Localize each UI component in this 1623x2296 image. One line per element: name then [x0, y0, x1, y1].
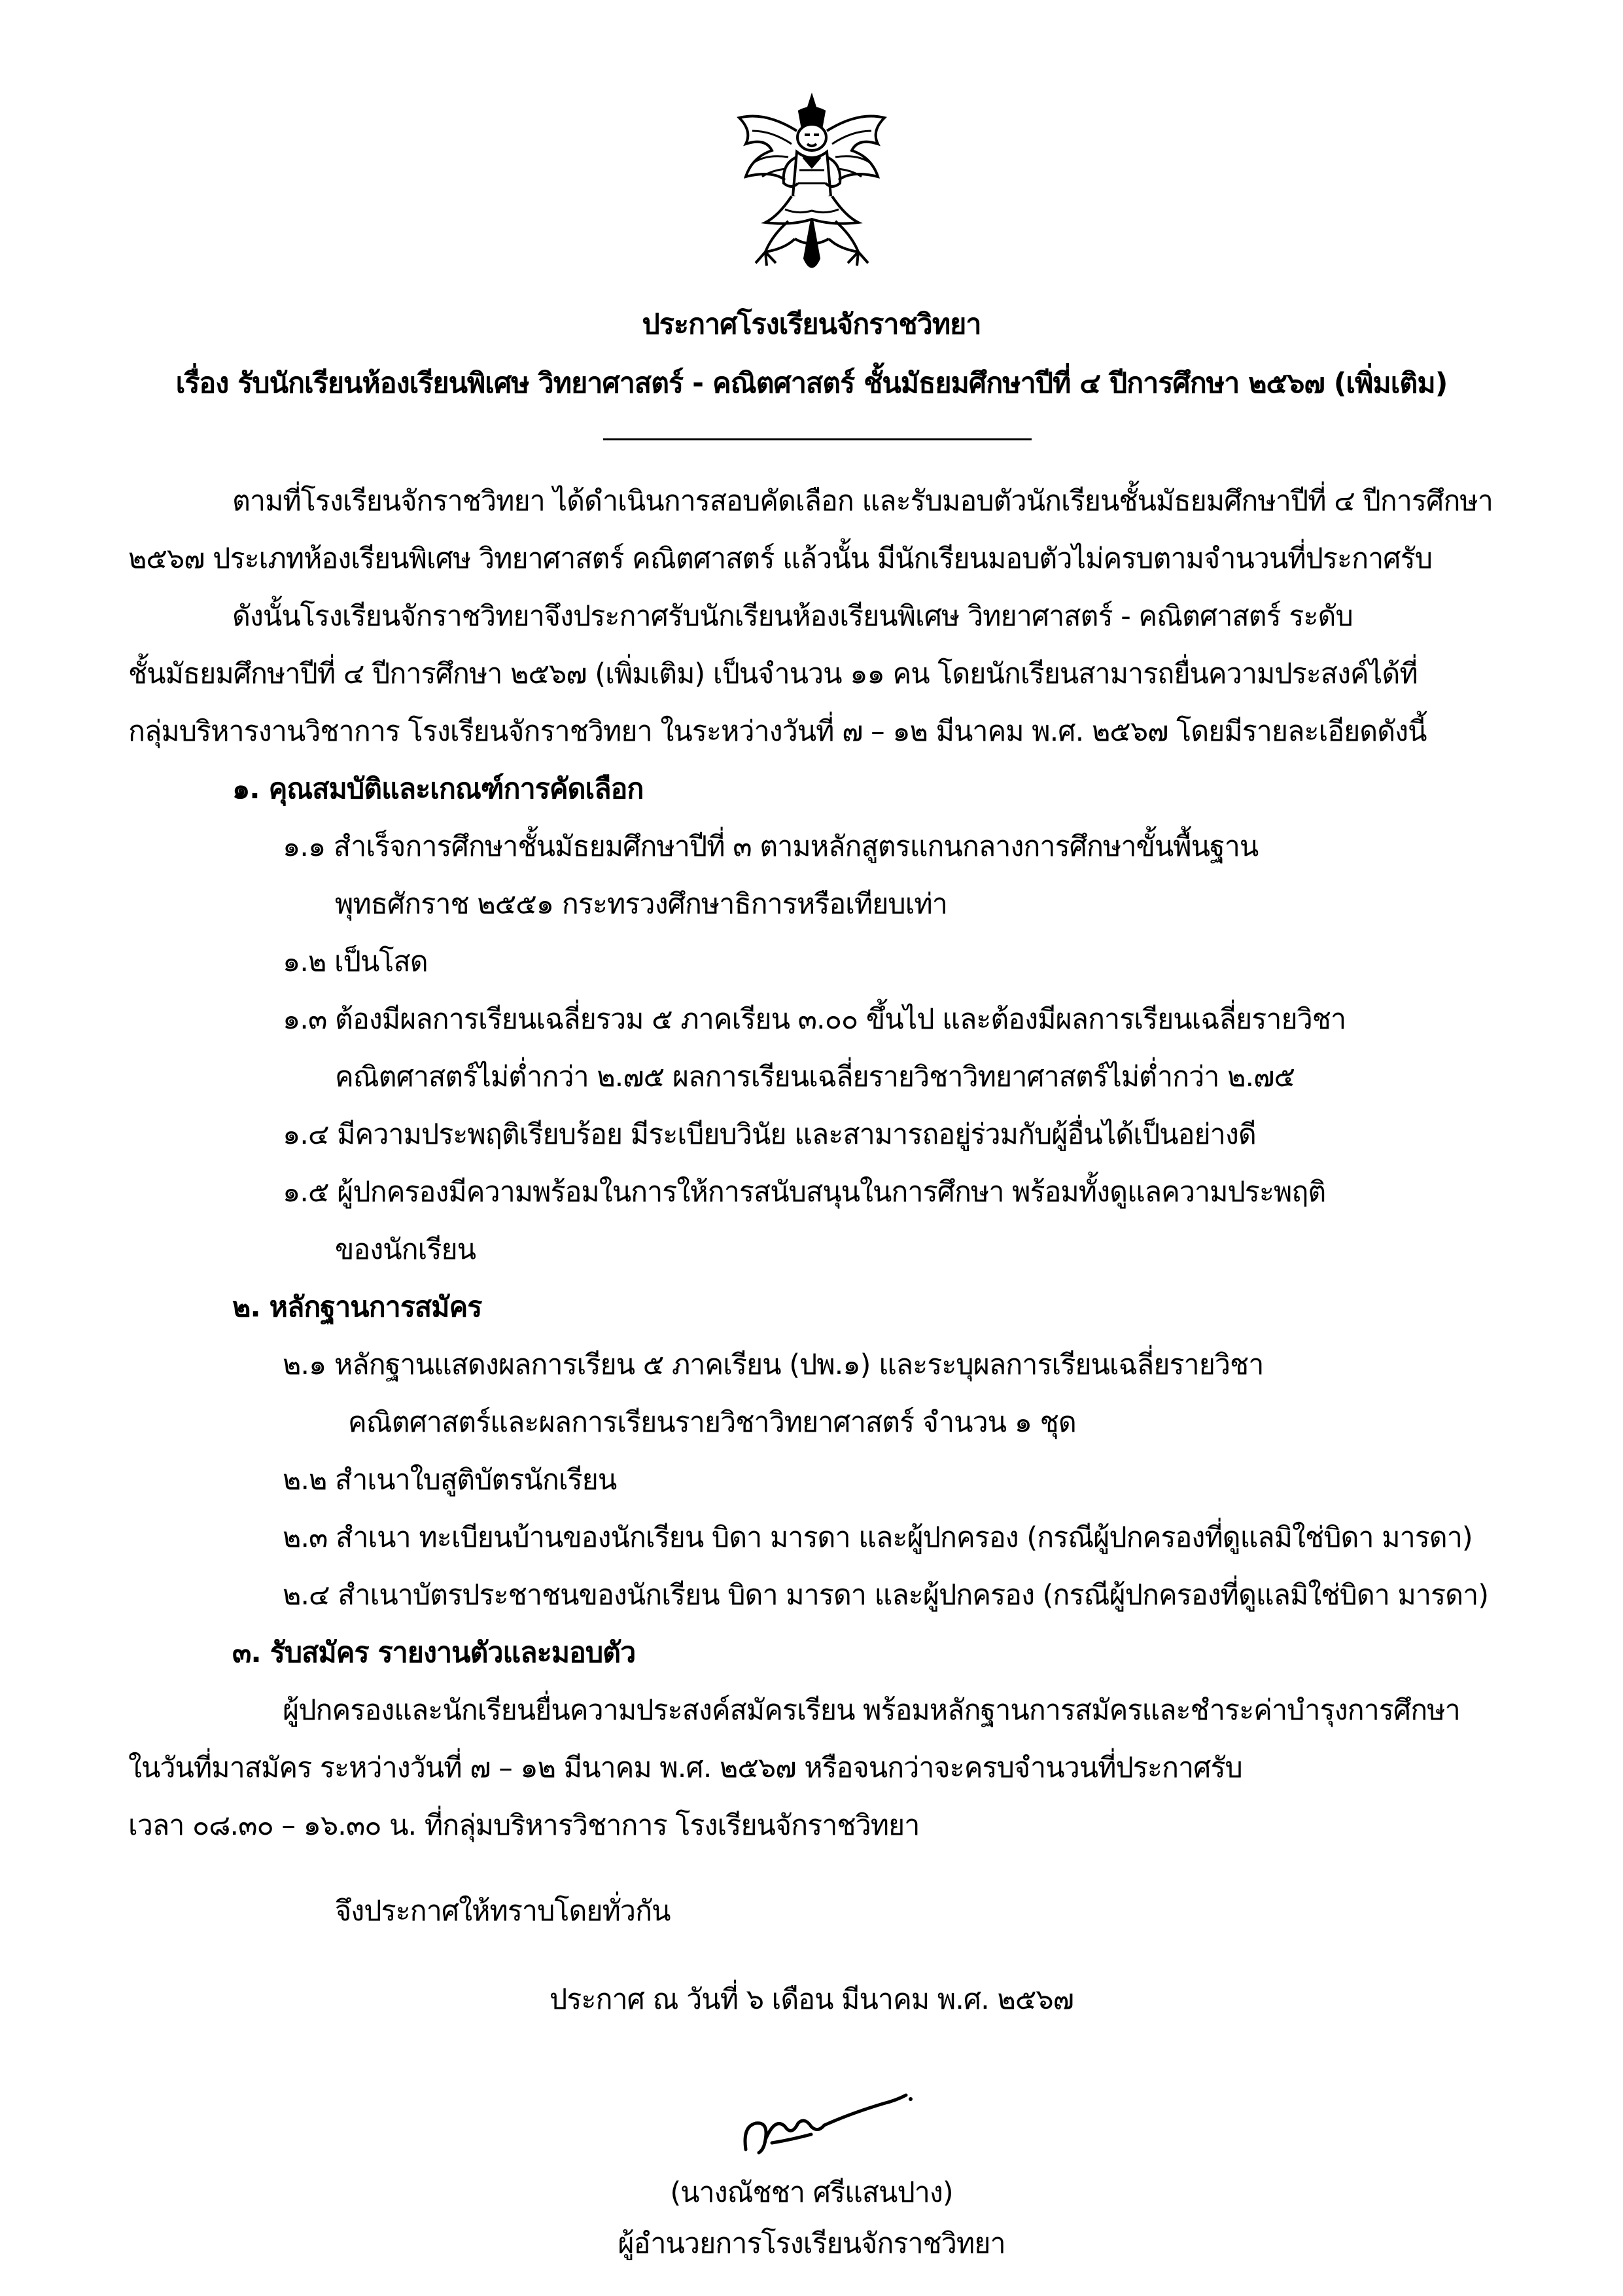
- section-item: ผู้ปกครองและนักเรียนยื่นความประสงค์สมัครเรียน พร้อมหลักฐานการสมัครและชำระค่าบำรุงการศึกษา: [283, 1694, 1460, 1727]
- section-heading: ๑. คุณสมบัติและเกณฑ์การคัดเลือก: [232, 773, 644, 805]
- announce-date: ประกาศ ณ วันที่ ๖ เดือน มีนาคม พ.ศ. ๒๕๖๗: [549, 1983, 1074, 2016]
- closing-text: จึงประกาศให้ทราบโดยทั่วกัน: [335, 1895, 671, 1928]
- section-item: ๑.๕ ผู้ปกครองมีความพร้อมในการให้การสนับสนุนในการศึกษา พร้อมทั้งดูแลความประพฤติ: [283, 1176, 1326, 1209]
- section-heading: ๓. รับสมัคร รายงานตัวและมอบตัว: [232, 1636, 636, 1669]
- garuda-emblem-icon: [726, 92, 898, 281]
- intro-line: ๒๕๖๗ ประเภทห้องเรียนพิเศษ วิทยาศาสตร์ คณิตศาสตร์ แล้วนั้น มีนักเรียนมอบตัวไม่ครบตามจำนวนที่ประกาศรับ: [128, 542, 1432, 575]
- section-item: ๑.๔ มีความประพฤติเรียบร้อย มีระเบียบวินัย และสามารถอยู่ร่วมกับผู้อื่นได้เป็นอย่างดี: [283, 1118, 1256, 1151]
- section-item: เวลา ๐๘.๓๐ – ๑๖.๓๐ น. ที่กลุ่มบริหารวิชาการ โรงเรียนจักราชวิทยา: [128, 1809, 920, 1842]
- section-item: คณิตศาสตร์และผลการเรียนรายวิชาวิทยาศาสตร์ จำนวน ๑ ชุด: [348, 1406, 1076, 1439]
- intro-line: ชั้นมัธยมศึกษาปีที่ ๔ ปีการศึกษา ๒๕๖๗ (เพิ่มเติม) เป็นจำนวน ๑๑ คน โดยนักเรียนสามารถยื่นความประสงค์ได้ที่: [128, 658, 1418, 690]
- section-item: พุทธศักราช ๒๕๕๑ กระทรวงศึกษาธิการหรือเทียบเท่า: [335, 888, 947, 921]
- signatory-name: (นางณัชชา ศรีแสนปาง): [670, 2176, 953, 2209]
- section-item: ๒.๓ สำเนา ทะเบียนบ้านของนักเรียน บิดา มารดา และผู้ปกครอง (กรณีผู้ปกครองที่ดูแลมิใช่บิดา มารดา): [283, 1521, 1473, 1554]
- title-divider: [603, 438, 1032, 440]
- document-title: ประกาศโรงเรียนจักราชวิทยา: [642, 308, 981, 341]
- handwritten-signature-icon: [733, 2087, 922, 2159]
- section-item: ๑.๓ ต้องมีผลการเรียนเฉลี่ยรวม ๕ ภาคเรียน ๓.๐๐ ขึ้นไป และต้องมีผลการเรียนเฉลี่ยรายวิชา: [283, 1003, 1346, 1036]
- section-item: ๒.๒ สำเนาใบสูติบัตรนักเรียน: [283, 1464, 617, 1496]
- document-subject: เรื่อง รับนักเรียนห้องเรียนพิเศษ วิทยาศาสตร์ - คณิตศาสตร์ ชั้นมัธยมศึกษาปีที่ ๔ ปีการศึกษา ๒๕๖๗ (เพิ่มเติม): [175, 367, 1448, 400]
- section-item: ในวันที่มาสมัคร ระหว่างวันที่ ๗ – ๑๒ มีนาคม พ.ศ. ๒๕๖๗ หรือจนกว่าจะครบจำนวนที่ประกาศรับ: [128, 1752, 1242, 1784]
- section-item: คณิตศาสตร์ไม่ต่ำกว่า ๒.๗๕ ผลการเรียนเฉลี่ยรายวิชาวิทยาศาสตร์ไม่ต่ำกว่า ๒.๗๕: [335, 1061, 1295, 1093]
- section-item: ของนักเรียน: [335, 1233, 476, 1266]
- intro-line: กลุ่มบริหารงานวิชาการ โรงเรียนจักราชวิทยา ในระหว่างวันที่ ๗ – ๑๒ มีนาคม พ.ศ. ๒๕๖๗ โดยมีรายละเอียดดังนี้: [128, 715, 1427, 748]
- section-item: ๒.๑ หลักฐานแสดงผลการเรียน ๕ ภาคเรียน (ปพ.๑) และระบุผลการเรียนเฉลี่ยรายวิชา: [283, 1349, 1264, 1381]
- signatory-position: ผู้อำนวยการโรงเรียนจักราชวิทยา: [618, 2227, 1005, 2260]
- intro-line: ตามที่โรงเรียนจักราชวิทยา ได้ดำเนินการสอบคัดเลือก และรับมอบตัวนักเรียนชั้นมัธยมศึกษาปีที่ ๔ ปีการศึกษา: [232, 485, 1493, 518]
- section-heading: ๒. หลักฐานการสมัคร: [232, 1291, 482, 1324]
- intro-line: ดังนั้นโรงเรียนจักราชวิทยาจึงประกาศรับนักเรียนห้องเรียนพิเศษ วิทยาศาสตร์ - คณิตศาสตร์ ระดับ: [232, 600, 1353, 633]
- section-item: ๒.๔ สำเนาบัตรประชาชนของนักเรียน บิดา มารดา และผู้ปกครอง (กรณีผู้ปกครองที่ดูแลมิใช่บิดา มารดา): [283, 1579, 1488, 1612]
- section-item: ๑.๑ สำเร็จการศึกษาชั้นมัธยมศึกษาปีที่ ๓ ตามหลักสูตรแกนกลางการศึกษาขั้นพื้นฐาน: [283, 830, 1259, 863]
- section-item: ๑.๒ เป็นโสด: [283, 945, 428, 978]
